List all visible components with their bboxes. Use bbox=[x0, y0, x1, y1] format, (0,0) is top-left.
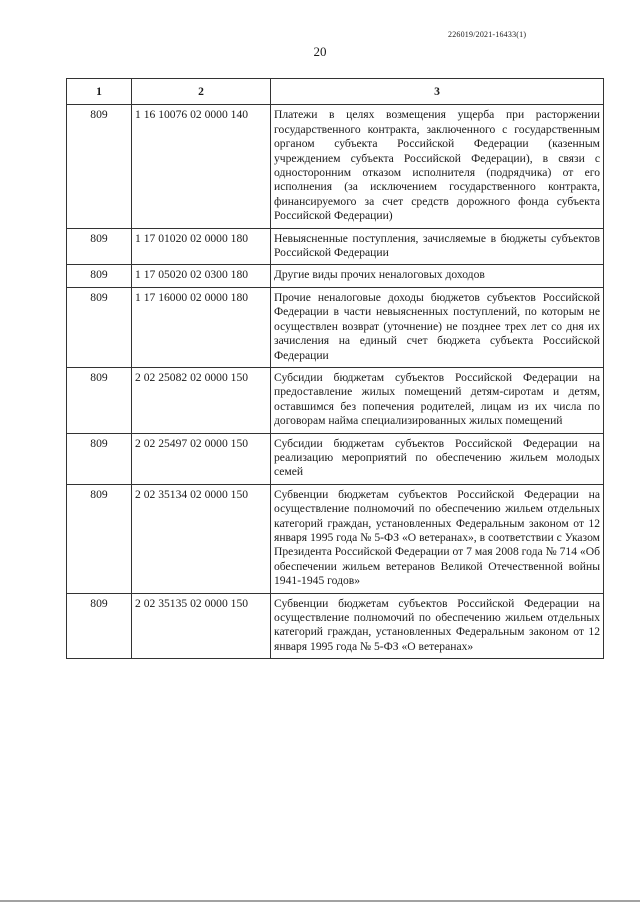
admin-code-cell: 809 bbox=[67, 433, 132, 484]
table-row bbox=[67, 287, 604, 367]
admin-code-cell: 809 bbox=[67, 484, 132, 593]
scan-bottom-edge bbox=[0, 900, 640, 902]
admin-code-cell: 809 bbox=[67, 105, 132, 228]
revenue-name-cell: Платежи в целях возмещения ущерба при расторжении государственного контракта, заключенного с государственным органом субъекта Российской Федерации (казенным учреждением субъекта Российской Федерации), в связи с односторонним отказом исполнителя (подрядчика) от его исполнения (за исключением государственного контракта, финансируемого за счет средств дорожного фонда субъекта Российской Федерации) bbox=[271, 105, 604, 228]
table-row bbox=[67, 367, 604, 433]
column-header-3: 3 bbox=[271, 79, 604, 105]
document-id: 226019/2021-16433(1) bbox=[448, 30, 527, 39]
table-row bbox=[67, 433, 604, 484]
revenue-name-cell: Невыясненные поступления, зачисляемые в бюджеты субъектов Российской Федерации bbox=[271, 228, 604, 265]
revenue-code-cell: 2 02 25082 02 0000 150 bbox=[132, 367, 271, 433]
budget-codes-table bbox=[66, 78, 604, 659]
admin-code-cell: 809 bbox=[67, 593, 132, 659]
revenue-code-cell: 2 02 25497 02 0000 150 bbox=[132, 433, 271, 484]
revenue-name-cell: Субсидии бюджетам субъектов Российской Федерации на реализацию мероприятий по обеспечению жильем молодых семей bbox=[271, 433, 604, 484]
table-row bbox=[67, 484, 604, 593]
table-row bbox=[67, 228, 604, 265]
admin-code-cell: 809 bbox=[67, 367, 132, 433]
admin-code-cell: 809 bbox=[67, 265, 132, 287]
column-header-1: 1 bbox=[67, 79, 132, 105]
revenue-name-cell: Прочие неналоговые доходы бюджетов субъектов Российской Федерации в части невыясненных поступлений, по которым не осуществлен возврат (уточнение) не позднее трех лет со дня их зачисления на единый счет бюджета субъекта Российской Федерации bbox=[271, 287, 604, 367]
admin-code-cell: 809 bbox=[67, 228, 132, 265]
revenue-code-cell: 1 17 01020 02 0000 180 bbox=[132, 228, 271, 265]
revenue-name-cell: Другие виды прочих неналоговых доходов bbox=[271, 265, 604, 287]
table-row bbox=[67, 593, 604, 659]
admin-code-cell: 809 bbox=[67, 287, 132, 367]
table-row bbox=[67, 265, 604, 287]
revenue-code-cell: 1 16 10076 02 0000 140 bbox=[132, 105, 271, 228]
page-number: 20 bbox=[313, 44, 327, 59]
revenue-code-cell: 2 02 35134 02 0000 150 bbox=[132, 484, 271, 593]
revenue-name-cell: Субвенции бюджетам субъектов Российской Федерации на осуществление полномочий по обеспечению жильем отдельных категорий граждан, установленных Федеральным законом от 12 января 1995 года № 5-ФЗ «О ветеранах» bbox=[271, 593, 604, 659]
revenue-code-cell: 2 02 35135 02 0000 150 bbox=[132, 593, 271, 659]
revenue-name-cell: Субвенции бюджетам субъектов Российской Федерации на осуществление полномочий по обеспечению жильем отдельных категорий граждан, установленных Федеральным законом от 12 января 1995 года № 5-ФЗ «О ветеранах», в соответствии с Указом Президента Российской Федерации от 7 мая 2008 года № 714 «Об обеспечении жильем ветеранов Великой Отечественной войны 1941-1945 годов» bbox=[271, 484, 604, 593]
revenue-code-cell: 1 17 16000 02 0000 180 bbox=[132, 287, 271, 367]
revenue-name-cell: Субсидии бюджетам субъектов Российской Федерации на предоставление жилых помещений детям-сиротам и детям, оставшимся без попечения родителей, лицам из их числа по договорам найма специализированных жилых помещений bbox=[271, 367, 604, 433]
column-header-2: 2 bbox=[132, 79, 271, 105]
revenue-code-cell: 1 17 05020 02 0300 180 bbox=[132, 265, 271, 287]
table-row bbox=[67, 105, 604, 228]
table-header-row bbox=[67, 79, 604, 105]
